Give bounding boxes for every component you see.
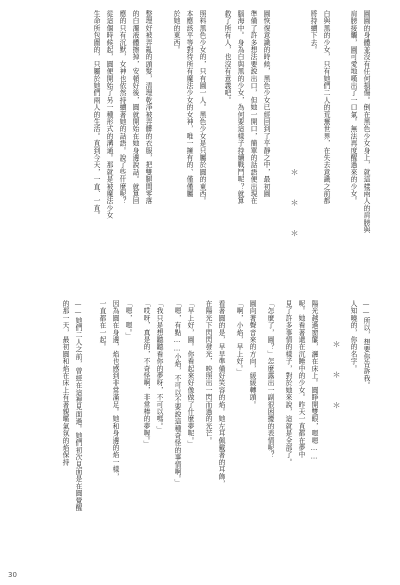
bottom-text-band [28, 300, 372, 562]
paragraph-line: 本應該平等對待所有魔法少女的女神，唯一擁有的、僅僅屬 [185, 10, 193, 198]
paragraph-line: 於她的東西。 [172, 10, 180, 54]
paragraph-line: 應的只有沉默，女神也依然持續著她的話語。說了些什麼呢？ [118, 10, 126, 205]
section-break: ＊ ＊ ＊ [290, 168, 299, 248]
paragraph-line: 「嗯，有點……小焰，不可以不要說這種奇怪的事情啊。」 [173, 300, 181, 487]
paragraph-line: 照料黑色少女的，只有圓一人。黑色少女是只屬於圓的東西。 [198, 10, 206, 205]
paragraph-line: 「哎呀，真是的，不奇怪啊，非常棒的夢喔。」 [142, 300, 150, 448]
paragraph-line: 人知曉的，你的名字。 [349, 300, 357, 372]
paragraph-line: 圓圓的身體並沒有任何損傷。倒在黑色少女身上，就這樣兩人的肩膀與 [362, 10, 370, 234]
paragraph-line: 肩膀接觸，圓可愛地嘆出了一口氣。無法再度醒過來的少女。 [349, 10, 357, 205]
paragraph-line: 一直都在一起。 [98, 300, 106, 351]
paragraph-line: 看著圓的是，早早準備好笑容的焰。她左耳佩戴著的耳飾， [217, 300, 225, 488]
paragraph-line: 因為圓在身邊，焰也感到非常滿足。她和身邊的焰一樣， [111, 300, 119, 480]
paragraph-line: 將持續下去。 [309, 10, 317, 54]
paragraph-line: 準備了許多想法要說出口，但她一開口，簡單的話語便出現在 [249, 10, 257, 205]
paragraph-line: 的那一天，最初圓和焰在床上有著親暱氣氛的焰保持 [61, 300, 69, 466]
section-break: ＊ ＊ ＊ [332, 340, 341, 420]
paragraph-line: 見了許多事情的樣子，對於她來說，這就是全部了。 [284, 300, 292, 466]
paragraph-line: 圓恢復意識的時候，黑色少女已經回到了平靜之中，最初圓 [262, 10, 270, 198]
paragraph-line: 陽光越過窗簾，灑在床上。圓睜開雙眼，嗯嗯…… [310, 300, 318, 461]
paragraph-line: 「啊，小焰，早上好。」 [235, 300, 243, 376]
paragraph-line: 生命所包圍的，只屬於她們兩人的生活。直到今天，一直、一直。 [92, 10, 100, 219]
paragraph-line: 整理好被弄亂的頭髮，清理乾淨被弄髒的衣服，把雙腿間零落 [144, 10, 152, 205]
paragraph-line: 的白濁液體擦掉，安頓好後，圓就開始在她身邊說話。就算回 [131, 10, 139, 205]
paragraph-line: ——所以，想要你告訴我。 [362, 300, 370, 389]
top-text-band [28, 10, 372, 302]
paragraph-line: 圓向著聲音來的方向，緩緩轉頭。 [248, 300, 256, 408]
paragraph-line: 救了所有人，也沒有意義吧。 [223, 10, 231, 104]
paragraph-line: 「早上好，圓。你看起來好像做了什麼夢呢。」 [186, 300, 194, 448]
paragraph-line: 呢。她看著還在沉睡中的少女。昨天一直都在夢中 [297, 300, 305, 459]
paragraph-line: 從這個時候起，圓便開始了另一種形式的溝通。那就是被魔法少女 [105, 10, 113, 219]
paragraph-line: 「我只是想聽聽看你的夢呀，不可以嗎。」 [155, 300, 163, 434]
paragraph-line: 白與黑的少女，只有她們二人的荒蕪世界，在失去意識之前都 [322, 10, 330, 205]
paragraph-line: ——她們二人之前，曾經在這裡見面過。她們初次見面是在圓覺醒 [74, 300, 82, 512]
paragraph-line: 「嗯，嗯。」 [124, 300, 132, 340]
paragraph-line: 「怎麼了，圓？」怎麼露出一副很困擾的表情呢？ [266, 300, 274, 459]
page-number: 30 [8, 571, 17, 579]
paragraph-line: 腦海中。身為白與黑的少女，為何要這樣子持續戰鬥呢？就算 [236, 10, 244, 205]
paragraph-line: 在陽光下閃閃發光，映照出一閃而過的光芒。 [204, 300, 212, 444]
